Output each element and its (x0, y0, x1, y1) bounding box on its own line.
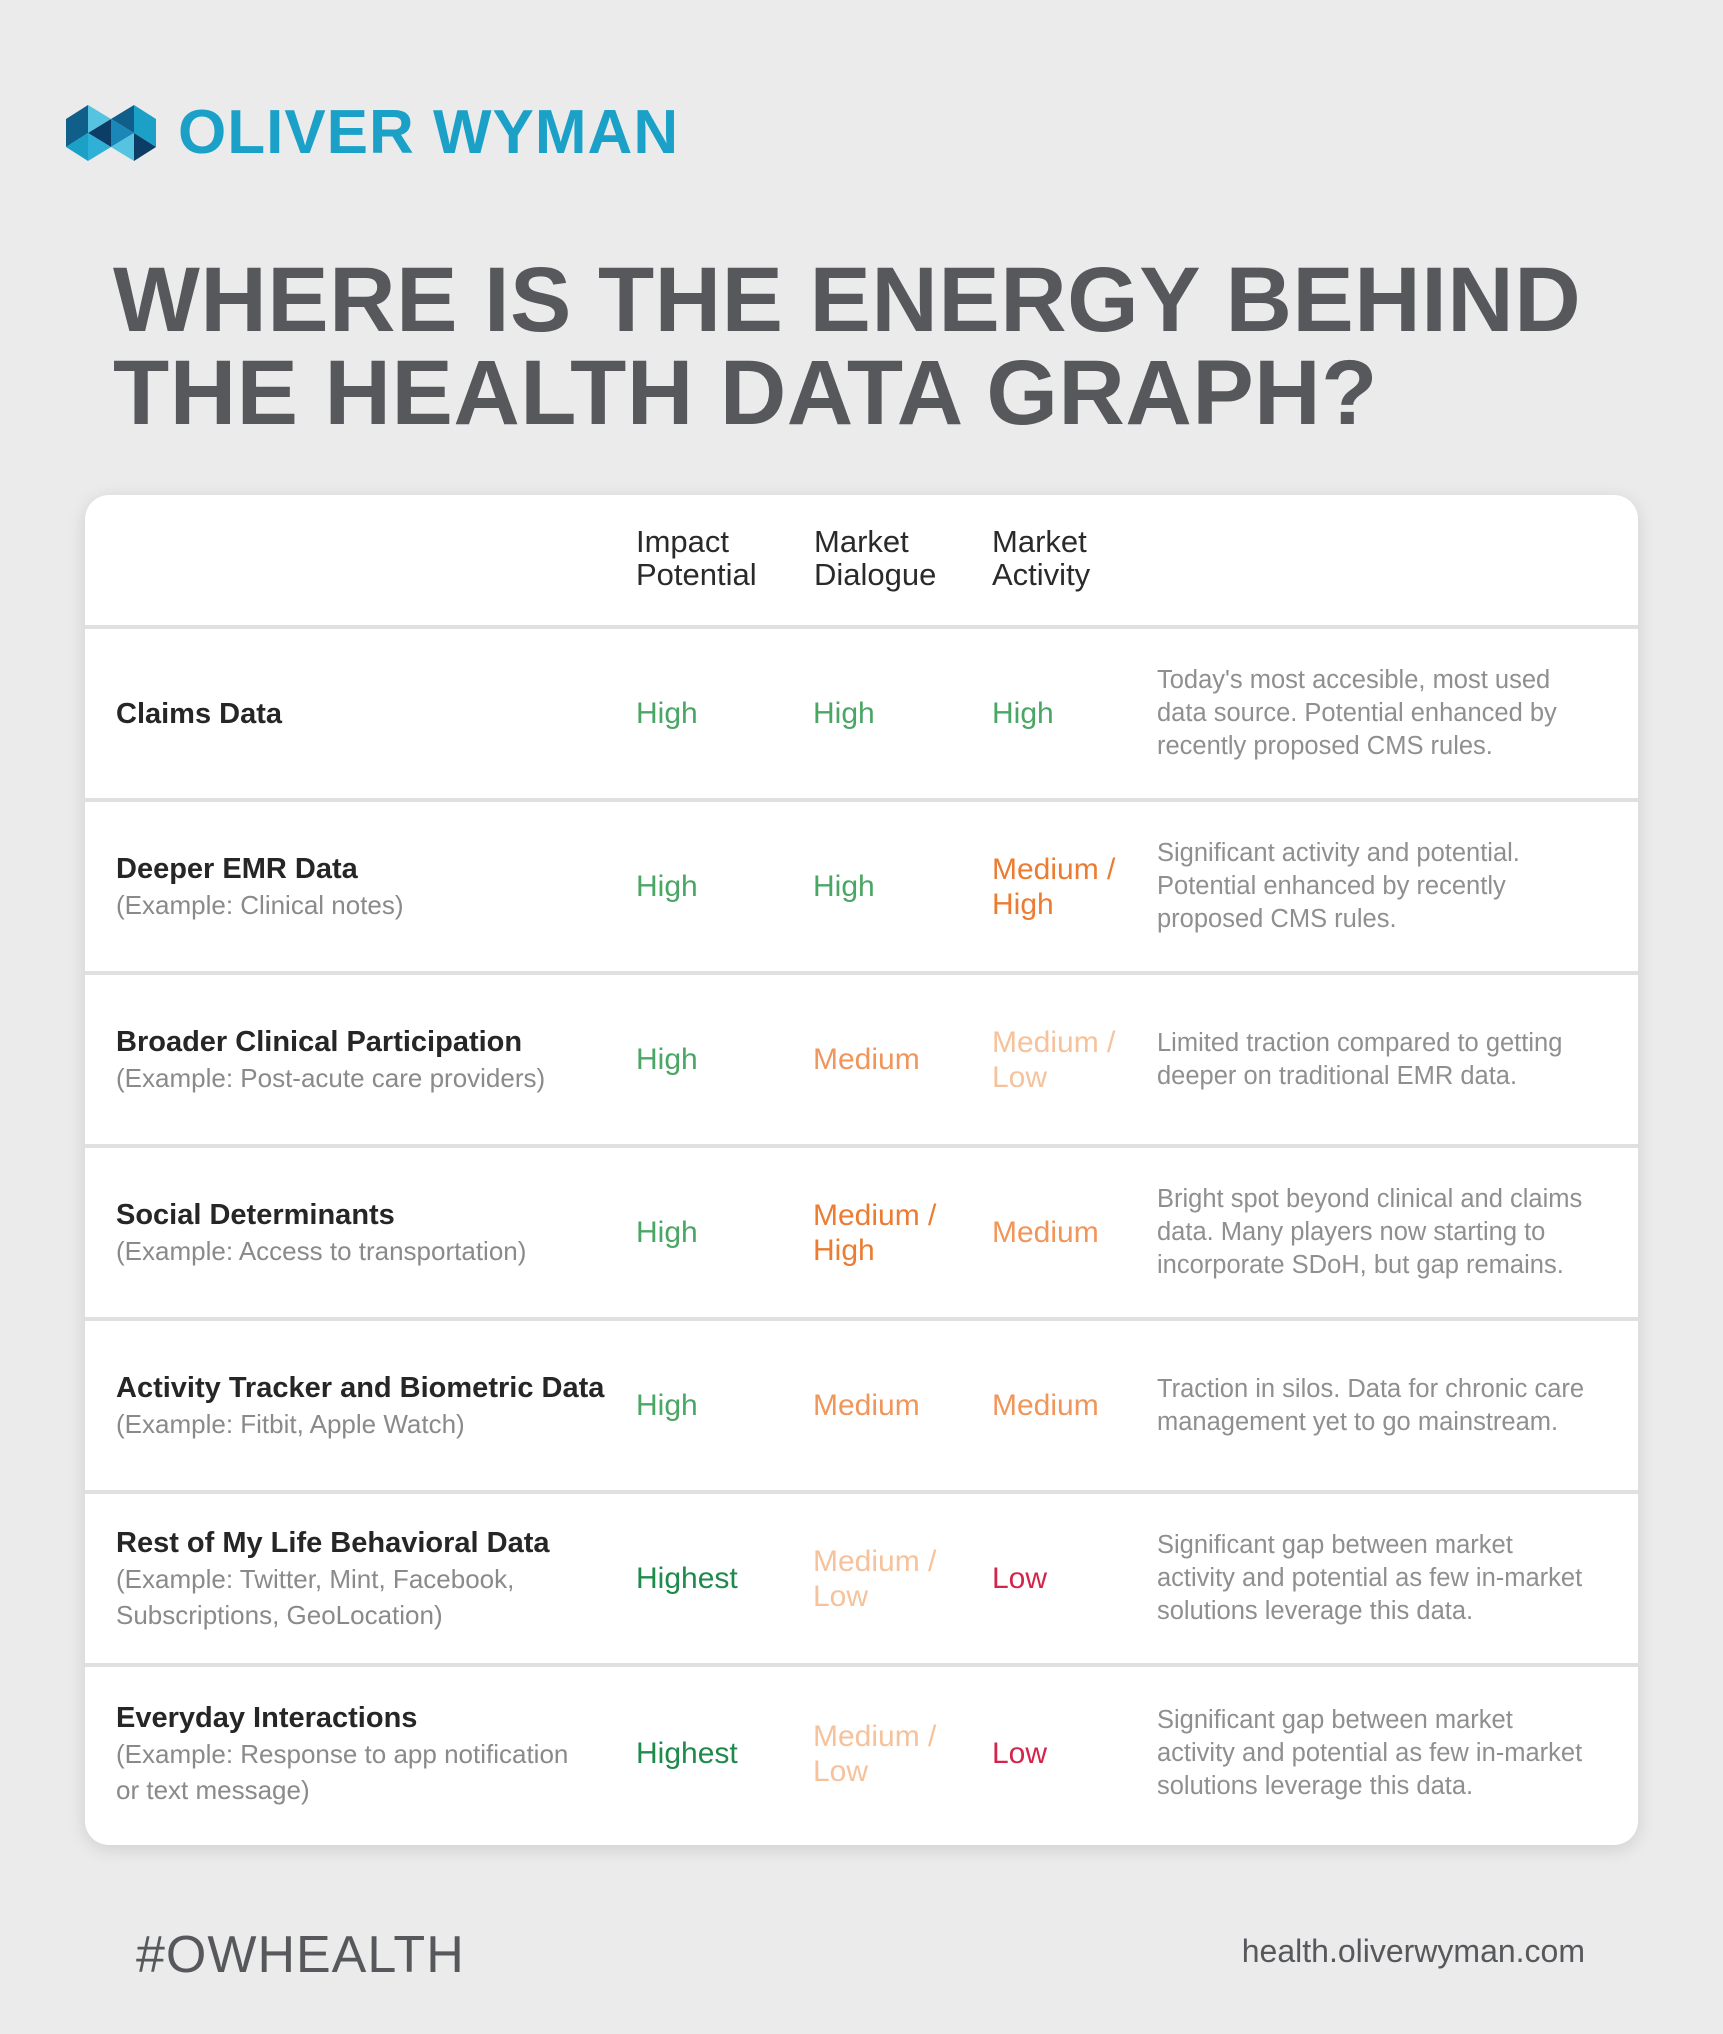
row-note-line: recently proposed CMS rules. (1157, 732, 1493, 760)
dialogue-rating: Medium / (813, 1198, 937, 1232)
row-example: (Example: Access to transportation) (116, 1235, 527, 1266)
row-title: Deeper EMR Data (116, 852, 358, 885)
table-row (85, 629, 1638, 802)
activity-rating-cell (992, 802, 1162, 971)
impact-rating-cell (636, 629, 806, 798)
activity-rating: Medium (992, 1389, 1099, 1422)
dialogue-rating: High (813, 870, 875, 903)
row-label-cell (116, 802, 646, 971)
header-market-activity (992, 525, 1090, 591)
activity-rating: Low (992, 1562, 1048, 1595)
row-label-cell (116, 629, 646, 798)
brand-name: OLIVER WYMAN (178, 98, 680, 167)
impact-rating: High (636, 1043, 698, 1076)
page-title-line1: WHERE IS THE ENERGY BEHIND (113, 249, 1582, 351)
row-note-line: Today's most accesible, most used (1157, 666, 1551, 694)
row-note-line: Traction in silos. Data for chronic care (1157, 1374, 1585, 1403)
impact-rating-cell (636, 1667, 806, 1840)
activity-rating: High (992, 697, 1054, 730)
page-title (113, 249, 1582, 444)
row-example: (Example: Fitbit, Apple Watch) (116, 1408, 465, 1439)
impact-rating: High (636, 1216, 698, 1249)
row-example: Subscriptions, GeoLocation) (116, 1599, 443, 1630)
row-note-line: solutions leverage this data. (1157, 1772, 1474, 1800)
row-note-cell (1157, 1667, 1627, 1840)
header-label: Market (814, 524, 909, 559)
row-note-cell (1157, 629, 1627, 798)
impact-rating: High (636, 870, 698, 903)
activity-rating-cell (992, 1321, 1162, 1490)
page-title-line2: THE HEALTH DATA GRAPH? (113, 342, 1378, 444)
row-note-cell (1157, 1148, 1627, 1317)
row-note-line: Significant gap between market (1157, 1706, 1513, 1734)
dialogue-rating: Medium / (813, 1544, 937, 1578)
header-label: Impact (636, 524, 730, 559)
row-note-line: Limited traction compared to getting (1157, 1028, 1563, 1057)
row-note-line: solutions leverage this data. (1157, 1597, 1474, 1625)
activity-rating: Low (992, 1060, 1048, 1094)
activity-rating-cell (992, 975, 1162, 1144)
header-label: Activity (992, 557, 1091, 592)
row-title: Activity Tracker and Biometric Data (116, 1371, 605, 1404)
row-note-line: Potential enhanced by recently (1157, 872, 1506, 900)
row-note-line: activity and potential as few in-market (1157, 1564, 1583, 1592)
row-title: Rest of My Life Behavioral Data (116, 1526, 550, 1559)
dialogue-rating: High (813, 1233, 875, 1267)
table-header (85, 495, 1638, 629)
dialogue-rating: Medium / (813, 1719, 937, 1753)
row-note-cell (1157, 1494, 1627, 1663)
activity-rating: Medium / (992, 1025, 1116, 1059)
row-note-line: deeper on traditional EMR data. (1157, 1061, 1518, 1090)
impact-rating-cell (636, 975, 806, 1144)
row-example: (Example: Clinical notes) (116, 889, 404, 920)
activity-rating-cell (992, 1494, 1162, 1663)
impact-rating-cell (636, 1148, 806, 1317)
website-url[interactable]: health.oliverwyman.com (1241, 1933, 1585, 1969)
impact-rating: Highest (636, 1737, 738, 1770)
dialogue-rating: Low (813, 1579, 869, 1613)
header-market-dialogue (814, 525, 936, 591)
row-example: or text message) (116, 1774, 310, 1805)
dialogue-rating: Medium (813, 1389, 920, 1422)
table-row (85, 1667, 1638, 1840)
row-example: (Example: Response to app notification (116, 1738, 569, 1769)
hashtag: #OWHEALTH (136, 1926, 465, 1984)
row-label-cell (116, 1321, 646, 1490)
impact-rating: High (636, 1389, 698, 1422)
dialogue-rating-cell (813, 1148, 983, 1317)
row-example: (Example: Post-acute care providers) (116, 1062, 546, 1093)
dialogue-rating: Medium (813, 1043, 920, 1076)
activity-rating-cell (992, 629, 1162, 798)
table-row (85, 1494, 1638, 1667)
impact-rating: High (636, 697, 698, 730)
row-note-line: Bright spot beyond clinical and claims (1157, 1185, 1583, 1213)
row-title: Social Determinants (116, 1198, 395, 1231)
row-note-line: incorporate SDoH, but gap remains. (1157, 1251, 1564, 1279)
impact-rating: Highest (636, 1562, 738, 1595)
row-title: Broader Clinical Participation (116, 1025, 523, 1058)
activity-rating-cell (992, 1148, 1162, 1317)
impact-rating-cell (636, 1494, 806, 1663)
row-note-line: Significant gap between market (1157, 1531, 1513, 1559)
activity-rating-cell (992, 1667, 1162, 1840)
activity-rating: Medium (992, 1216, 1099, 1249)
header-label: Potential (636, 557, 757, 592)
row-label-cell (116, 1494, 646, 1663)
row-note-line: data source. Potential enhanced by (1157, 699, 1557, 727)
activity-rating: High (992, 887, 1054, 921)
row-note-line: proposed CMS rules. (1157, 905, 1397, 933)
brand-logo (66, 100, 679, 166)
row-example: (Example: Twitter, Mint, Facebook, (116, 1563, 515, 1594)
table-row (85, 1148, 1638, 1321)
dialogue-rating: Low (813, 1754, 869, 1788)
header-impact-potential (636, 525, 757, 591)
row-title: Claims Data (116, 697, 283, 730)
row-note-line: data. Many players now starting to (1157, 1218, 1546, 1246)
row-title: Everyday Interactions (116, 1701, 418, 1734)
dialogue-rating: High (813, 697, 875, 730)
activity-rating: Medium / (992, 852, 1116, 886)
dialogue-rating-cell (813, 1494, 983, 1663)
dialogue-rating-cell (813, 629, 983, 798)
row-note-line: management yet to go mainstream. (1157, 1407, 1559, 1436)
table-row (85, 975, 1638, 1148)
row-note-cell (1157, 975, 1627, 1144)
dialogue-rating-cell (813, 802, 983, 971)
row-note-cell (1157, 1321, 1627, 1490)
row-label-cell (116, 975, 646, 1144)
row-note-line: activity and potential as few in-market (1157, 1739, 1583, 1767)
row-label-cell (116, 1148, 646, 1317)
impact-rating-cell (636, 1321, 806, 1490)
table-row (85, 802, 1638, 975)
data-table-card (85, 495, 1638, 1845)
row-label-cell (116, 1667, 646, 1840)
row-note-line: Significant activity and potential. (1157, 839, 1520, 867)
header-label: Market (992, 524, 1087, 559)
header-label: Dialogue (814, 557, 937, 592)
impact-rating-cell (636, 802, 806, 971)
table-row (85, 1321, 1638, 1494)
activity-rating: Low (992, 1737, 1048, 1770)
row-note-cell (1157, 802, 1627, 971)
dialogue-rating-cell (813, 1321, 983, 1490)
dialogue-rating-cell (813, 1667, 983, 1840)
oliver-wyman-logo-icon (66, 105, 156, 161)
dialogue-rating-cell (813, 975, 983, 1144)
